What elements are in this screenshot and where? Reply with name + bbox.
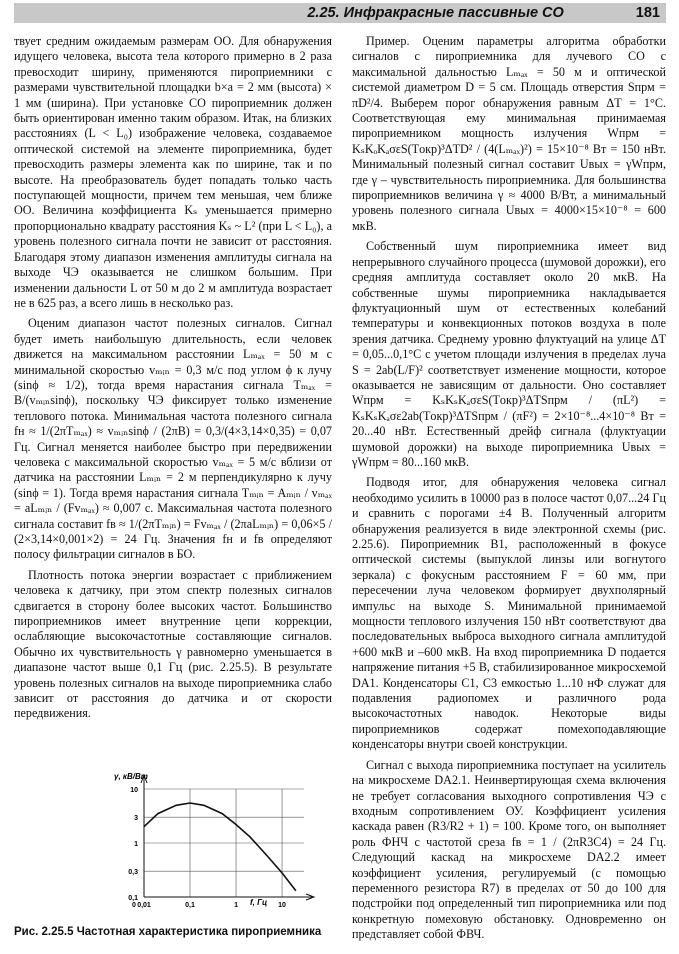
y-tick-label: 0,3 [128,869,138,877]
page-header [14,3,666,23]
y-tick-label: 0,1 [128,895,138,902]
page-number: 181 [635,5,660,21]
x-tick-label: 1 [234,902,238,909]
paragraph: Плотность потока энергии возрастает с приближением человека к датчику, при этом спектр полезных сигналов сдвигается в сторону более высоких частот. Большинство пироприемников имеет внутренние цепи коррекции, ослабляющие высокочастотные составляющие сигналов. Обычно их чувствительность γ равномерно уменьшается в диапазоне частот выше 0,1 Гц (рис. 2.25.5). В результате уровень полезных сигналов на выходе пироприемника слабо зависит от расстояния до датчика и от скорости передвижения. [14,567,332,721]
figure-caption-text: Частотная характеристика пироприемника [76,926,322,938]
figure-number: Рис. 2.25.5 [14,926,74,938]
y-tick-labels [128,787,138,902]
paragraph: Пример. Оценим параметры алгоритма обработки сигналов с пироприемника для лучевого СО с максимальной дальностью Lₘₐₓ = 50 м и оптической системой диаметром D = 5 см. Площадь отверстия Sпрм = πD²/4. Выберем порог обнаружения равным ΔT = 1°C. Соответствующая ему минимальная принимаемая пироприемником мощность излучения Wпрм = KₛKₒKₐσεS(Tокр)³ΔTD² / (4(Lₘₐₓ)²) = 15×10⁻⁸ Вт = 150 нВт. Минимальный полезный сигнал составит Uвых = γWпрм, где γ – чувствительность пироприемника. Для большинства пироприемников величина γ ≈ 4000 В/Вт, а минимальный уровень полезного сигнала Uвых = 4000×15×10⁻⁸ = 600 мкВ. [352,34,666,233]
frequency-response-chart [14,765,332,925]
paragraph: Подводя итог, для обнаружения человека сигнал необходимо усилить в 10000 раз в полосе частот 0,07...24 Гц и сравнить с порогами ±4 В. Полученный алгоритм обнаружения реализуется в виде электронной схемы (рис. 2.25.6). Пироприемник B1, расположенный в фокусе оптической системы (выпуклой линзы или вогнутого зеркала) с фокусным расстоянием F = 60 мм, при пересечении луча человеком формирует двухполярный импульс на выходе S. Минимальной принимаемой мощности теплового излучения 150 нВт соответствуют два последовательных выброса выходного сигнала амплитудой +600 мкВ и –600 мкВ. На вход пироприемника D подается напряжение питания +5 В, стабилизированное микросхемой DA1. Конденсаторы C1, C3 емкостью 1...10 нФ служат для подавления радиопомех и различного рода высокочастотных наводок. Некоторые виды пироприемников содержат помехоподавляющие конденсаторы внутри своей конструкции. [352,475,666,752]
section-title: 2.25. Инфракрасные пассивные СО [307,5,564,21]
frequency-response-figure [14,765,332,940]
x-axis-label: f, Гц [250,898,268,907]
y-axis-label: γ, кВ/Вт [114,772,148,781]
y-tick-label: 1 [134,841,138,848]
chart-grid [144,789,304,897]
x-tick-label: 0,1 [185,902,195,909]
paragraph: Оценим диапазон частот полезных сигналов. Сигнал будет иметь наибольшую длительность, если человек движется на максимальном расстоянии Lₘₐₓ = 50 м с минимальной скоростью vₘᵢₙ = 0,3 м/с под углом ϕ к лучу (sinϕ ≈ 1/2), тогда время нарастания сигнала Tₘₐₓ = B/(vₘᵢₙsinϕ), поскольку ЧЭ фиксирует только изменение теплового потока. Минимальная частота полезного сигнала fн ≈ 1/(2πTₘₐₓ) ≈ vₘᵢₙsinϕ / (2πB) = 0,3/(4×3,14×0,35) = 0,07 Гц. Сигнал меняется наиболее быстро при передвижении человека с максимальной скоростью vₘₐₓ = 5 м/с вблизи от датчика на расстоянии Lₘᵢₙ = 2 м перпендикулярно к лучу (sinϕ = 1). Тогда время нарастания сигнала Tₘᵢₙ = Aₘᵢₙ / vₘₐₓ = aLₘᵢₙ / (Fvₘₐₓ) ≈ 0,007 с. Максимальная частота полезного сигнала составит fв ≈ 1/(2πTₘᵢₙ) = Fvₘₐₓ / (2πaLₘᵢₙ) = 0,06×5 / (2×3,14×0,001×2) = 24 Гц. Значения fн и fв определяют полосу фильтрации сигналов в БО. [14,316,332,562]
left-column [14,34,332,722]
origin-label: 0 [132,902,136,909]
paragraph: Собственный шум пироприемника имеет вид непрерывного случайного процесса (шумовой дорожки), его средняя амплитуда составляет около 20 мкВ. На собственные шумы пироприемника накладывается флуктуационный шум от естественных колебаний температуры и конвекционных потоков воздуха в поле зрения датчика. Среднему уровню флуктуаций на улице ΔT = 0,05...0,1°C с учетом площади излучения в пределах луча S = 2ab(L/F)² соответствует изменение мощности, которое оказывается не зависящим от дальности. Оно составляет Wпрм = KₛKₛKₐσεS(Tокр)³ΔTSпрм / (πL²) = KₛKₛKₐσε2ab(Tокр)³ΔTSпрм / (πF²) = 2×10⁻⁸...4×10⁻⁸ Вт = 20...40 нВт. Естественный дрейф сигнала (флуктуации шумовой дорожки) на выходе пироприемника Uвых = γWпрм = 80...160 мкВ. [352,239,666,469]
right-column [352,34,666,943]
paragraph: Сигнал с выхода пироприемника поступает на усилитель на микросхеме DA2.1. Неинвертирующая схема включения не требует согласования выходного сопротивления ЧЭ с входным сопротивлением ОУ. Коэффициент усиления каскада равен (R3/R2 + 1) = 100. Кроме того, он выполняет роль ФНЧ с частотой среза fв = 1 / (2πR3C4) = 24 Гц. Следующий каскад на микросхеме DA2.2 имеет коэффициент усиления, регулируемый (с помощью переменного резистора R7) в пределах от 50 до 100 для подстройки под определенный тип пироприемника или под конкретную помеховую обстановку. Одновременно он представляет собой ФВЧ. [352,757,666,942]
x-tick-label: 10 [278,902,286,909]
paragraph: твует средним ожидаемым размерам ОО. Для обнаружения идущего человека, высота тела которого примерно в 2 раза превосходит ширину, применяются пироприемники с размерами чувствительной площадки b×a = 2 мм (высота) × 1 мм (ширина). При установке СО пироприемник должен быть ориентирован именно таким образом. Итак, на близких расстояниях (L < L₀) изображение человека, создаваемое оптической системой на элементе пироприемника, будет превосходить размеры элемента как по ширине, так и по высоте. На преобразователь будет попадать только часть поступающей мощности, причем тем меньшая, чем ближе ОО. Величина коэффициента Kₛ уменьшается примерно пропорционально квадрату расстояния Kₛ ~ L² (при L < L₀), а уровень полезного сигнала почти не зависит от расстояния. Благодаря этому диапазон изменения амплитуды сигнала на выходе ЧЭ оказывается не слишком большим. При изменении дальности L от 50 м до 2 м амплитуда возрастает не в 625 раз, а всего лишь в несколько раз. [14,34,332,310]
y-tick-label: 10 [130,787,138,794]
y-tick-label: 3 [134,815,138,823]
x-tick-label: 0,01 [137,902,151,909]
figure-caption [14,926,332,938]
response-curve [144,803,296,891]
